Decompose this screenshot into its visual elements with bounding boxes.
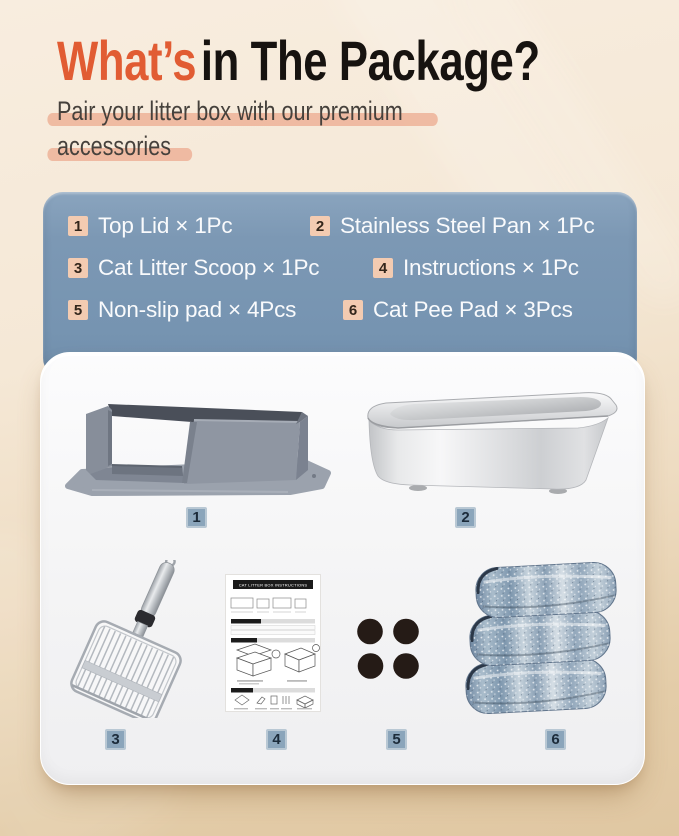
non-slip-pads-illustration: [350, 612, 425, 686]
item-label: Instructions × 1Pc: [403, 255, 579, 280]
product-cat-litter-scoop: [64, 560, 202, 718]
gallery-number-badge: 1: [186, 507, 207, 528]
subtitle-line-2: accessories: [57, 129, 171, 164]
gallery-number-badge: 4: [266, 729, 287, 750]
package-list-item: [68, 213, 232, 239]
gallery-number-badge: 6: [545, 729, 566, 750]
item-number-badge: 3: [68, 258, 88, 278]
stainless-steel-pan-illustration: [358, 388, 626, 498]
item-number-badge: 2: [310, 216, 330, 236]
item-number-badge: 5: [68, 300, 88, 320]
package-list-item: [68, 297, 296, 323]
item-label: Non-slip pad × 4Pcs: [98, 297, 297, 322]
cat-litter-scoop-illustration: [64, 560, 202, 718]
page-title-accent: What’s: [57, 29, 197, 92]
item-number-badge: 1: [68, 216, 88, 236]
product-non-slip-pads: [350, 612, 425, 686]
top-lid-illustration: [56, 386, 346, 504]
product-stainless-steel-pan: [358, 388, 626, 498]
package-list-item: [310, 213, 595, 239]
package-list-item: [373, 255, 579, 281]
package-list-item: [68, 255, 319, 281]
gallery-number-badge: 3: [105, 729, 126, 750]
item-number-badge: 6: [343, 300, 363, 320]
item-label: Cat Pee Pad × 3Pcs: [373, 297, 573, 322]
gallery-number-badge: 5: [386, 729, 407, 750]
instructions-header-text: CAT LITTER BOX INSTRUCTIONS: [238, 582, 308, 588]
gallery-number-badge: 2: [455, 507, 476, 528]
item-number-badge: 4: [373, 258, 393, 278]
page-subtitle: [57, 94, 403, 164]
product-instructions-sheet: [225, 574, 321, 712]
instructions-sheet-illustration: [225, 574, 321, 712]
subtitle-line-1: Pair your litter box with our premium: [57, 94, 403, 129]
page-title-rest: in The Package?: [200, 29, 540, 92]
product-top-lid: [56, 386, 346, 504]
page-title: [57, 29, 540, 92]
item-label: Top Lid × 1Pc: [98, 213, 233, 238]
package-list-panel: [43, 192, 637, 378]
package-list-item: [343, 297, 573, 323]
item-label: Cat Litter Scoop × 1Pc: [98, 255, 320, 280]
item-label: Stainless Steel Pan × 1Pc: [340, 213, 595, 238]
product-cat-pee-pads: [462, 555, 620, 723]
cat-pee-pads-illustration: [462, 555, 620, 723]
